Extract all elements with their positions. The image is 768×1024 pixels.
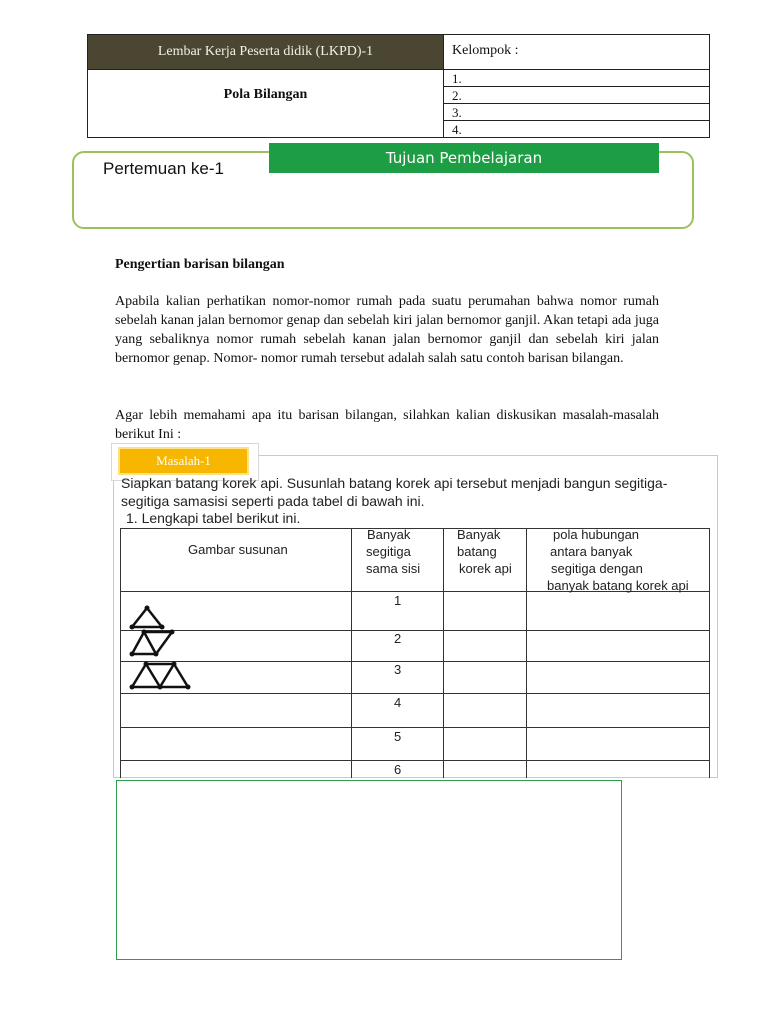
- one-triangle-figure: [128, 604, 166, 630]
- header-matchsticks-line-1: Banyak: [457, 527, 501, 542]
- header-pattern-line-3: segitiga dengan: [551, 561, 643, 576]
- row-count-1: 1: [394, 593, 402, 608]
- table-row-line: [120, 630, 710, 631]
- problem-instruction: 1. Lengkapi tabel berikut ini.: [126, 510, 301, 526]
- header-matchsticks-line-2: batang: [457, 544, 497, 559]
- table-row-line: [120, 760, 710, 761]
- three-triangles-figure: [128, 660, 194, 690]
- table-row-line: [120, 661, 710, 662]
- header-table: [87, 34, 710, 138]
- table-col-divider-2: [443, 528, 444, 778]
- row-count-6: 6: [394, 762, 402, 777]
- row-count-2: 2: [394, 631, 402, 646]
- header-matchsticks-line-3: korek api: [459, 561, 512, 576]
- member-row-4[interactable]: 4.: [452, 122, 462, 137]
- table-border-left: [120, 528, 121, 778]
- table-col-divider-1: [351, 528, 352, 778]
- row-count-3: 3: [394, 662, 402, 677]
- worksheet-title: Lembar Kerja Peserta didik (LKPD)-1: [88, 35, 444, 69]
- header-triangles-line-3: sama sisi: [366, 561, 421, 576]
- two-triangles-figure: [128, 628, 180, 658]
- header-triangles-line-2: segitiga: [366, 544, 411, 559]
- header-pattern-line-4: banyak batang korek api: [547, 578, 689, 593]
- header-triangles-line-1: Banyak: [367, 527, 411, 542]
- row-count-5: 5: [394, 729, 402, 744]
- member-row-3[interactable]: 3.: [444, 104, 709, 121]
- problem-text: Siapkan batang korek api. Susunlah batang korek api tersebut menjadi bangun segitiga-segitiga samasisi seperti pada tabel di bawah ini.: [121, 475, 668, 509]
- member-row-2[interactable]: 2.: [444, 87, 709, 104]
- paragraph-2: Agar lebih memahami apa itu barisan bilangan, silahkan kalian diskusikan masalah-masalah berikut Ini :: [115, 408, 659, 442]
- learning-goals-title: Tujuan Pembelajaran: [269, 143, 659, 173]
- table-row-line: [120, 693, 710, 694]
- table-col-divider-3: [526, 528, 527, 778]
- header-pattern-line-1: pola hubungan: [553, 527, 640, 542]
- topic-title: Pola Bilangan: [88, 69, 444, 137]
- meeting-label: Pertemuan ke-1: [103, 159, 224, 178]
- row-count-4: 4: [394, 695, 402, 710]
- paragraph-1: Apabila kalian perhatikan nomor-nomor rumah pada suatu perumahan bahwa nomor rumah sebelah kanan jalan bernomor genap dan sebelah kiri jalan bernomor ganjil. Akan tetapi ada juga yang sebaliknya nomor rumah sebelah kanan jalan bernomor ganjil dan sebelah kiri jalan bernomor genap. Nomor- nomor rumah tersebut adalah salah satu contoh barisan bilangan.: [115, 294, 659, 366]
- table-border-right: [709, 528, 710, 778]
- section-heading: Pengertian barisan bilangan: [115, 257, 285, 272]
- group-label: Kelompok :: [452, 43, 519, 58]
- member-row-1[interactable]: 1.: [444, 70, 709, 87]
- table-row-line: [120, 727, 710, 728]
- header-pattern-line-2: antara banyak: [550, 544, 633, 559]
- member-list: [444, 69, 709, 137]
- problem-label: Masalah-1: [118, 447, 249, 475]
- header-arrangement: Gambar susunan: [188, 542, 288, 557]
- answer-box[interactable]: [116, 780, 622, 960]
